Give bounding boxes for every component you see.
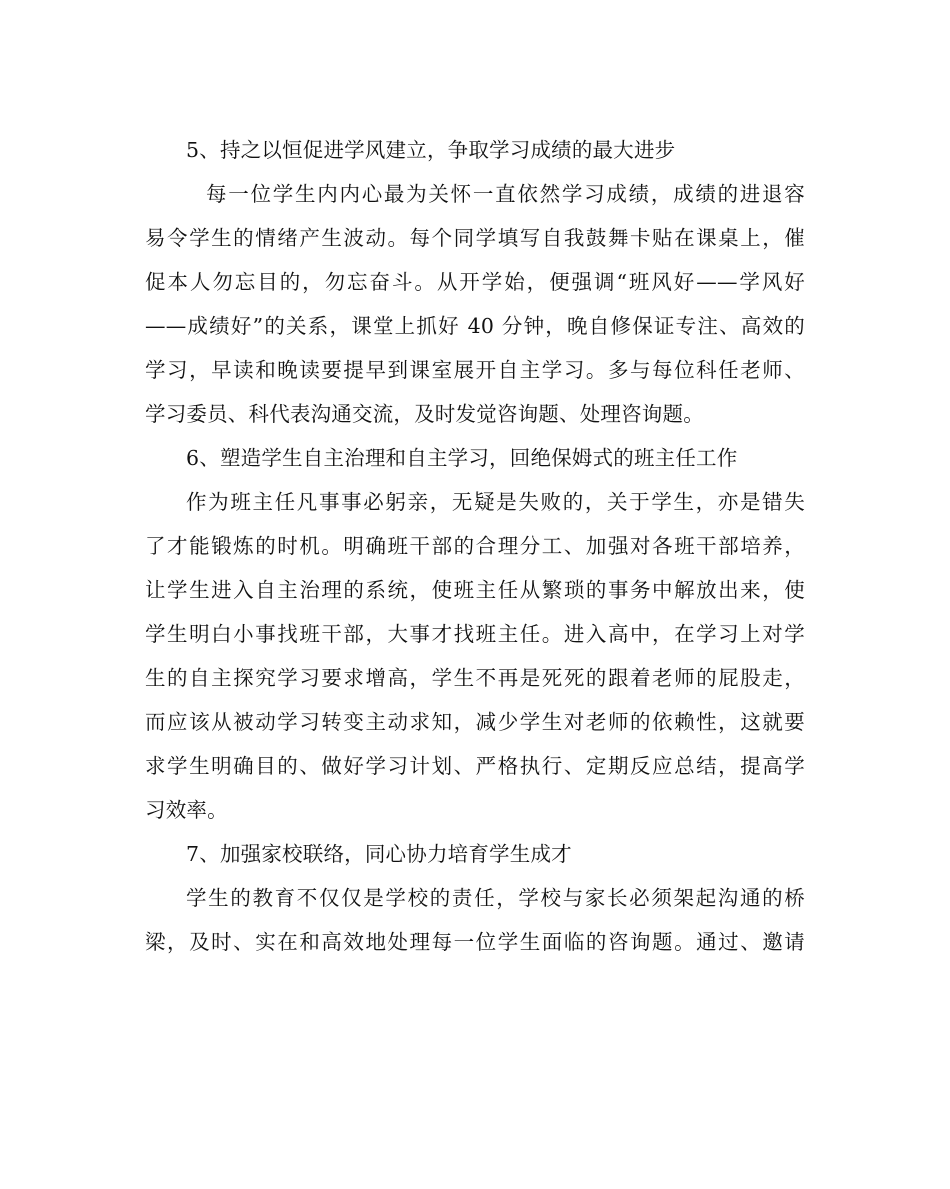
document-body xyxy=(145,128,805,964)
paragraph-line: 求学生明确目的、做好学习计划、严格执行、定期反应总结，提高学 xyxy=(145,754,805,778)
paragraph-line: 学习委员、科代表沟通交流，及时发觉咨询题、处理咨询题。 xyxy=(145,402,704,426)
paragraph-line: 生的自主探究学习要求增高，学生不再是死死的跟着老师的屁股走， xyxy=(145,666,805,690)
paragraph-line: 让学生进入自主治理的系统，使班主任从繁琐的事务中解放出来，使 xyxy=(145,578,805,602)
paragraph-line: 习效率。 xyxy=(145,798,228,822)
paragraph-line: ——成绩好”的关系，课堂上抓好 40 分钟，晚自修保证专注、高效的 xyxy=(145,314,805,338)
paragraph-5 xyxy=(145,172,805,436)
paragraph-line: 每一位学生内内心最为关怀一直依然学习成绩，成绩的进退容 xyxy=(206,182,805,206)
paragraph-line: 了才能锻炼的时机。明确班干部的合理分工、加强对各班干部培养， xyxy=(145,534,805,558)
paragraph-line: 而应该从被动学习转变主动求知，减少学生对老师的依赖性，这就要 xyxy=(145,710,805,734)
paragraph-line: 促本人勿忘目的，勿忘奋斗。从开学始，便强调“班风好——学风好 xyxy=(145,270,805,294)
paragraph-7 xyxy=(145,876,805,964)
section-heading-5: 5、持之以恒促进学风建立，争取学习成绩的最大进步 xyxy=(186,138,676,162)
paragraph-6 xyxy=(145,480,805,832)
paragraph-line: 梁，及时、实在和高效地处理每一位学生面临的咨询题。通过、邀请 xyxy=(145,930,805,954)
paragraph-line: 易令学生的情绪产生波动。每个同学填写自我鼓舞卡贴在课桌上，催 xyxy=(145,226,805,250)
section-heading-7: 7、加强家校联络，同心协力培育学生成才 xyxy=(186,842,572,866)
paragraph-line: 作为班主任凡事事必躬亲，无疑是失败的，关于学生，亦是错失 xyxy=(186,490,805,514)
paragraph-line: 学生的教育不仅仅是学校的责任，学校与家长必须架起沟通的桥 xyxy=(186,886,805,910)
section-heading-6: 6、塑造学生自主治理和自主学习，回绝保姆式的班主任工作 xyxy=(186,446,738,470)
paragraph-line: 学生明白小事找班干部，大事才找班主任。进入高中，在学习上对学 xyxy=(145,622,805,646)
paragraph-line: 学习，早读和晚读要提早到课室展开自主学习。多与每位科任老师、 xyxy=(145,358,805,382)
